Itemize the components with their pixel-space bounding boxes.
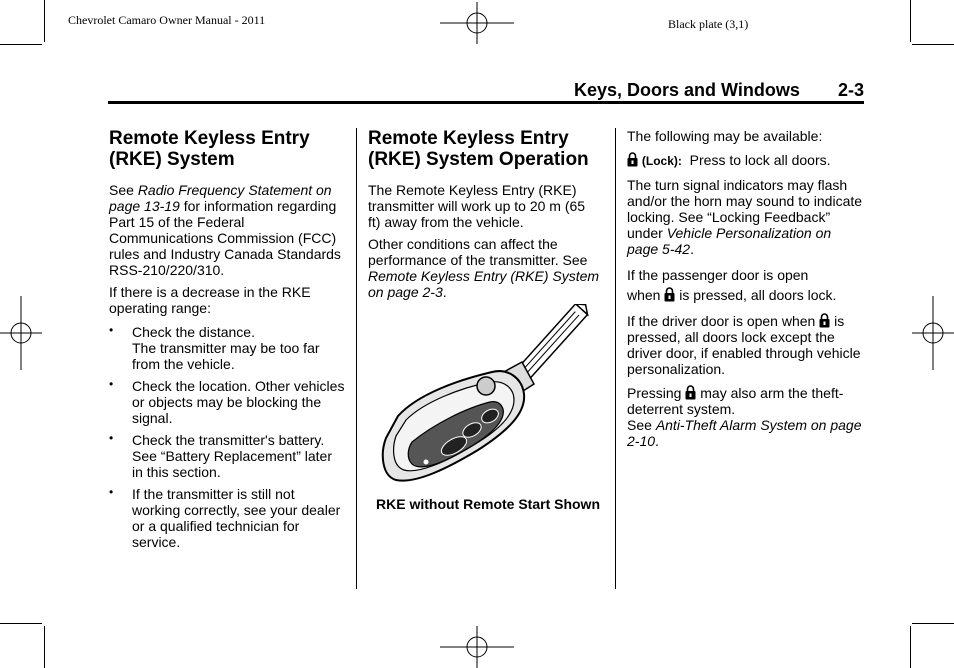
text: Pressing xyxy=(627,385,686,401)
plate-label: Black plate (3,1) xyxy=(668,17,749,31)
manual-title: Chevrolet Camaro Owner Manual - 2011 xyxy=(68,13,266,27)
column-1 xyxy=(109,128,345,556)
list-item xyxy=(109,486,345,550)
lock-icon xyxy=(819,313,830,328)
list-item xyxy=(109,324,345,372)
col3-paragraph xyxy=(627,152,863,169)
registration-mark-icon xyxy=(912,296,954,370)
lock-icon xyxy=(685,385,696,400)
column-2 xyxy=(368,128,600,306)
col1-heading: Remote Keyless Entry (RKE) System xyxy=(109,128,310,170)
text: . xyxy=(442,284,447,300)
cross-reference: Vehicle Personalization on page 5-42 xyxy=(627,225,832,257)
col1-paragraph xyxy=(109,182,345,278)
text: See xyxy=(109,182,138,198)
page-number: 2-3 xyxy=(838,80,865,100)
crop-mark xyxy=(912,623,954,624)
col2-heading: Remote Keyless Entry (RKE) System Operation xyxy=(368,128,589,170)
crop-mark xyxy=(910,0,911,42)
registration-mark-icon xyxy=(0,296,42,370)
col2-paragraph: The Remote Keyless Entry (RKE) transmitter will work up to 20 m (65 ft) away from the vehicle. xyxy=(368,182,586,230)
col3-paragraph xyxy=(627,177,863,257)
text: Check the transmitter's battery. See “Battery Replacement” later in this section. xyxy=(132,432,332,480)
text: If the transmitter is still not working correctly, see your dealer or a qualified technician for service. xyxy=(132,486,341,550)
registration-mark-icon xyxy=(440,626,514,668)
text: Check the location. Other vehicles or objects may be blocking the signal. xyxy=(132,378,345,426)
text: Press to lock all doors. xyxy=(689,152,831,168)
col1-paragraph: If there is a decrease in the RKE operating range: xyxy=(109,284,311,316)
bullet-list xyxy=(109,324,345,550)
col2-paragraph xyxy=(368,236,600,300)
crop-mark xyxy=(44,0,45,42)
lock-icon xyxy=(627,152,638,167)
figure-caption: RKE without Remote Start Shown xyxy=(376,496,600,512)
col3-paragraph xyxy=(627,265,863,305)
text: The turn signal indicators may flash and/or the horn may sound to indicate locking. See “Locking Feedback” under xyxy=(627,177,863,241)
registration-mark-icon xyxy=(440,2,514,44)
crop-mark xyxy=(44,626,45,668)
text: is pressed, all doors lock except the driver door, if enabled through vehicle personalization. xyxy=(627,313,861,377)
col3-paragraph xyxy=(627,313,863,377)
text: See xyxy=(627,417,656,433)
col3-paragraph xyxy=(627,385,863,449)
text: . xyxy=(655,433,659,449)
column-divider xyxy=(356,128,357,589)
lock-label: (Lock): xyxy=(641,154,682,168)
text: . xyxy=(690,241,694,257)
crop-mark xyxy=(910,626,911,668)
header-rule xyxy=(108,101,864,104)
text: when xyxy=(627,287,665,303)
col3-paragraph: The following may be available: xyxy=(627,128,823,144)
cross-reference: Remote Keyless Entry (RKE) System on page 2-3 xyxy=(368,268,600,300)
key-fob-image xyxy=(378,304,596,490)
crop-mark xyxy=(0,623,42,624)
column-divider xyxy=(615,128,616,589)
text: The transmitter may be too far from the vehicle. xyxy=(132,340,320,372)
text: for information regarding Part 15 of the Federal Communications Commission (FCC) rules and Industry Canada Standards RSS-210/220/310. xyxy=(109,198,341,278)
column-3 xyxy=(627,128,863,455)
list-item xyxy=(109,432,345,480)
cross-reference: Radio Frequency Statement on page 13-19 xyxy=(109,182,332,214)
list-item xyxy=(109,378,345,426)
text: If the passenger door is open xyxy=(627,267,809,283)
text: Check the distance. xyxy=(132,324,255,340)
crop-mark xyxy=(0,44,42,45)
text: If the driver door is open when xyxy=(627,313,820,329)
lock-icon xyxy=(664,287,675,302)
crop-mark xyxy=(912,44,954,45)
cross-reference: Anti-Theft Alarm System on page 2-10 xyxy=(627,417,862,449)
text: is pressed, all doors lock. xyxy=(675,287,837,303)
text: Other conditions can affect the performance of the transmitter. See xyxy=(368,236,588,268)
text: may also arm the theft-deterrent system. xyxy=(627,385,844,417)
section-title: Keys, Doors and Windows xyxy=(574,80,800,100)
